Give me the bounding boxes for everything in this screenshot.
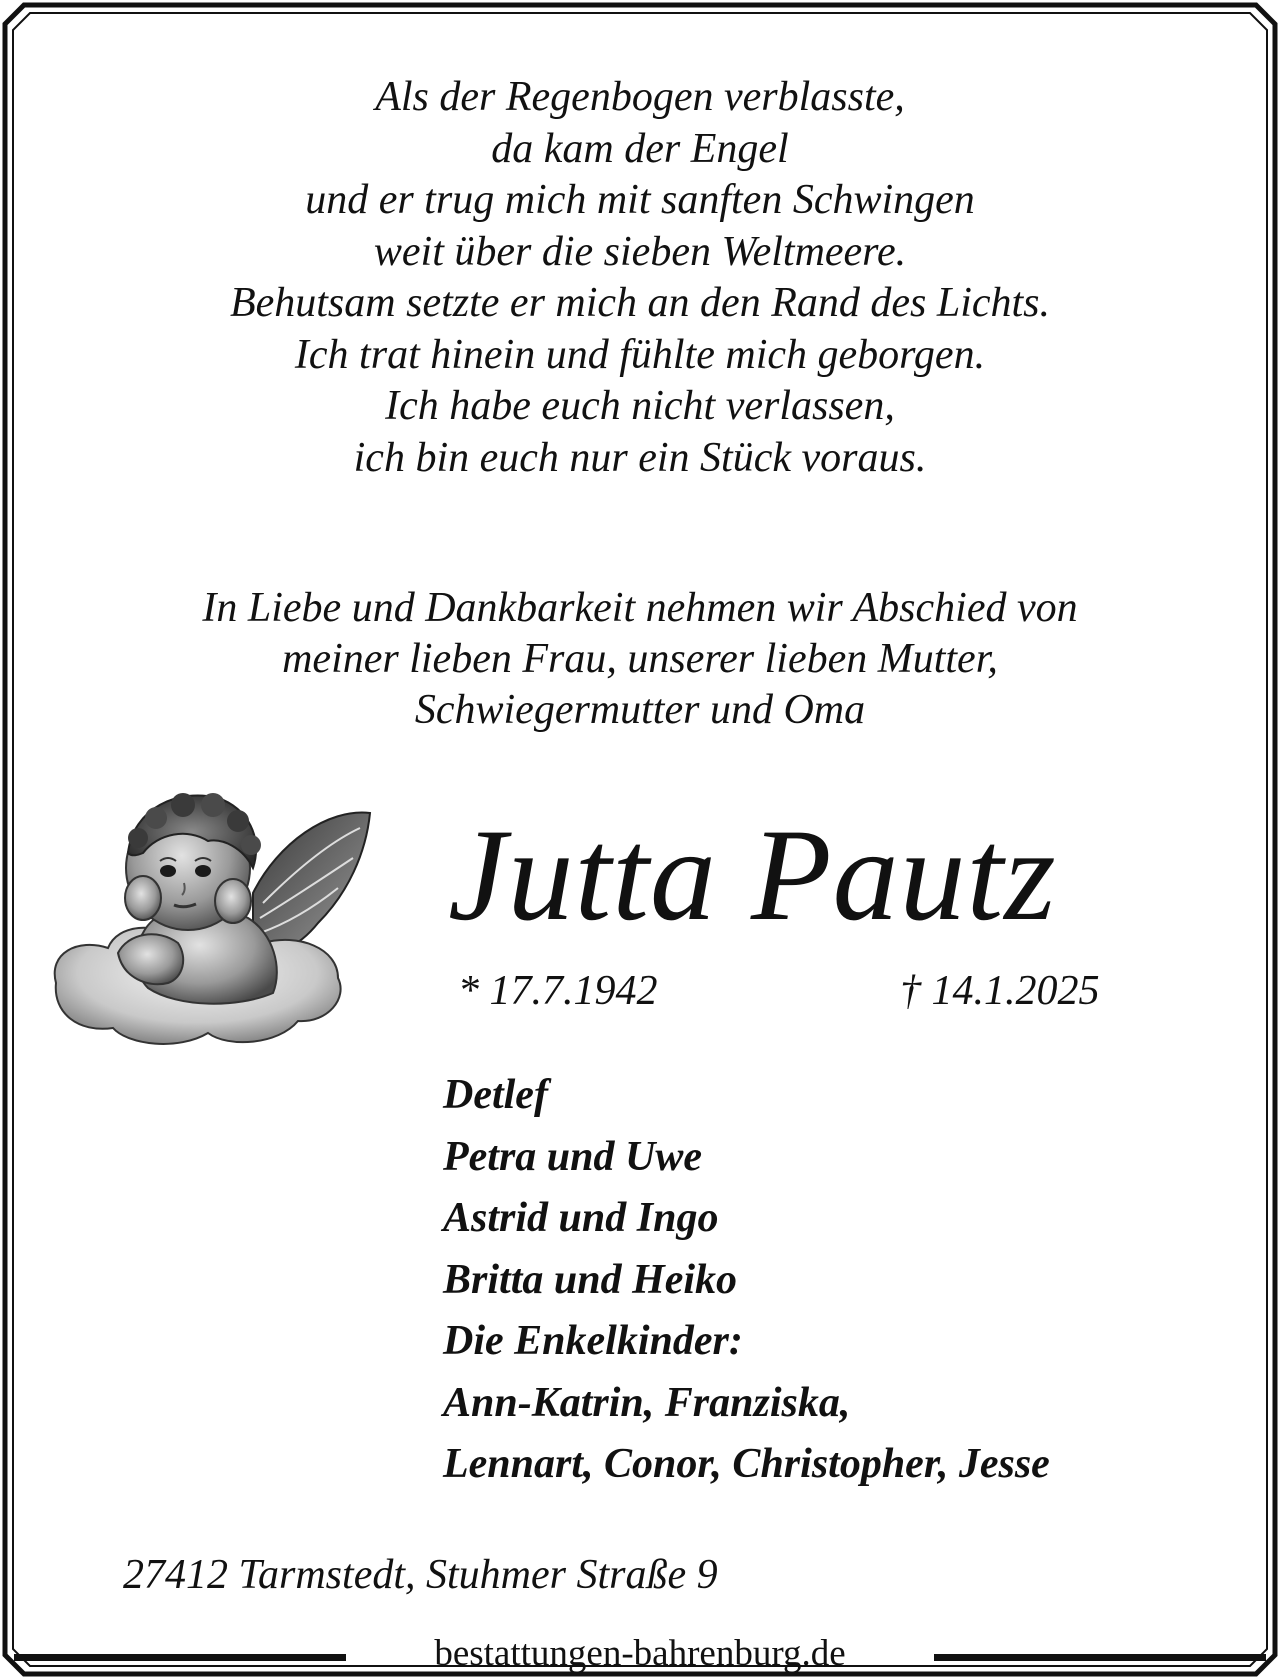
- mourner-line: Detlef: [443, 1072, 548, 1118]
- deceased-name: Jutta Pautz: [448, 801, 1057, 948]
- poem-line: Ich trat hinein und fühlte mich geborgen.: [294, 331, 986, 378]
- footer-divider-left: [14, 1654, 346, 1661]
- footer-divider-right: [934, 1654, 1266, 1661]
- intro-line: meiner lieben Frau, unserer lieben Mutter,: [282, 636, 998, 682]
- poem-line: weit über die sieben Weltmeere.: [373, 228, 907, 275]
- cherub-angel-icon: [48, 783, 378, 1053]
- poem-line: da kam der Engel: [491, 125, 789, 172]
- footer: [0, 1633, 1280, 1674]
- mourners-list: [443, 1065, 1050, 1496]
- poem-line: Ich habe euch nicht verlassen,: [385, 383, 895, 429]
- poem-line: ich bin euch nur ein Stück voraus.: [353, 434, 927, 481]
- birth-date: * 17.7.1942: [458, 968, 658, 1014]
- mourner-line: Petra und Uwe: [443, 1133, 703, 1180]
- mourner-line: Lennart, Conor, Christopher, Jesse: [443, 1441, 1050, 1487]
- funeral-home-website: bestattungen-bahrenburg.de: [434, 1633, 846, 1674]
- mourner-line: Ann-Katrin, Franziska,: [443, 1379, 851, 1426]
- farewell-intro: [60, 583, 1220, 736]
- poem-line: Als der Regenbogen verblasste,: [375, 74, 905, 120]
- poem-line: Behutsam setzte er mich an den Rand des Lichts.: [229, 280, 1051, 326]
- intro-line: Schwiegermutter und Oma: [414, 687, 866, 733]
- poem-line: und er trug mich mit sanften Schwingen: [305, 177, 975, 223]
- family-address: 27412 Tarmstedt, Stuhmer Straße 9: [123, 1552, 718, 1598]
- mourner-line: Astrid und Ingo: [443, 1195, 719, 1241]
- memorial-poem: [100, 72, 1180, 484]
- mourner-line: Die Enkelkinder:: [443, 1318, 743, 1364]
- mourner-line: Britta und Heiko: [443, 1256, 738, 1303]
- death-date: † 14.1.2025: [900, 968, 1100, 1014]
- intro-line: In Liebe und Dankbarkeit nehmen wir Abschied von: [202, 585, 1078, 631]
